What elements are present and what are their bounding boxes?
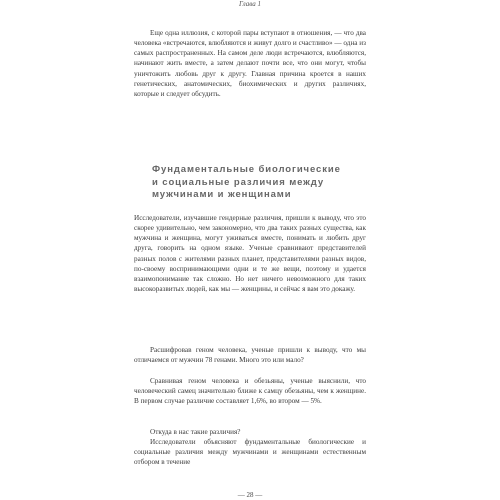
body-paragraph-2: Расшифровав геном человека, ученые пришли к выводу, что мы отличаемся от мужчин 78 генами. Много это или мало? [134,346,366,365]
body-paragraph-1: Исследователи, изучавшие гендерные различия, пришли к выводу, что это скорее удивительно, чем закономерно, что два таких разных существа, как мужчина и женщина, могут уживаться вместе, понимать и любить друг друга, говорить на одном языке. Ученые сравнивают представителей разных полов с жителями разных планет, представителями разных видов, по-своему воспринимающими одни и те же вещи, поэтому и удается взаимопонимание так сложно. Но нет ничего невозможного для таких высокоразвитых людей, как мы — женщины, и сейчас я вам это докажу. [134,214,366,294]
body-paragraph-5: Исследователи объясняют фундаментальные биологические и социальные различия между мужчинами и женщинами естественным отбором в течение [134,438,366,467]
section-heading: Фундаментальные биологические и социальные различия между мужчинами и женщинами [152,164,341,200]
running-head: Глава 1 [239,0,261,8]
body-paragraph-4: Откуда в нас такие различия? [150,428,241,436]
intro-paragraph: Еще одна иллюзия, с которой пары вступают в отношения, — что два человека «встречаются, влюбляются и живут долго и счастливо» — одна из самых распространенных. На самом деле люди встречаются, влюбляются, начинают жить вместе, а затем делают почти все, что они могут, чтобы уничтожить любовь друг к другу. Главная причина кроется в наших генетических, анатомических, биохимических и других различиях, которые и следует обсудить. [134,29,366,98]
page-number: — 28 — [237,491,263,499]
body-paragraph-3: Сравнивая геном человека и обезьяны, ученые выяснили, что человеческий самец значительно ближе к самцу обезьяны, чем к женщине. В первом случае различие составляет 1,6%, во втором — 5%. [134,377,366,406]
